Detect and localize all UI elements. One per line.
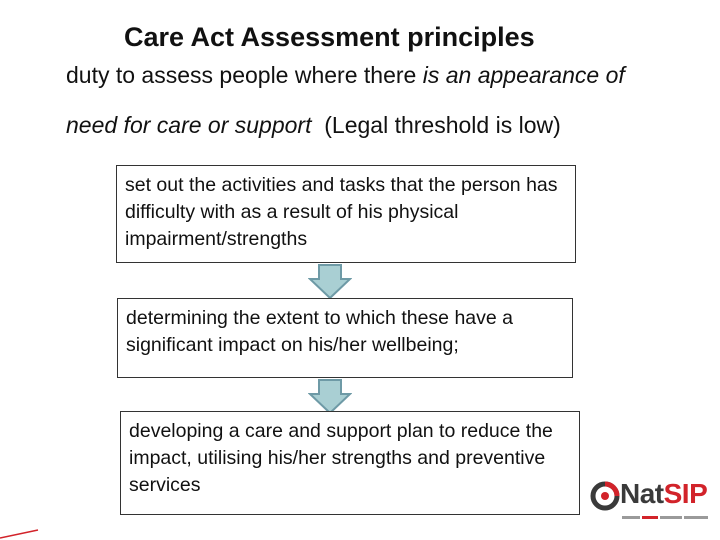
logo-tagline-graphic	[622, 514, 708, 521]
natsip-logo	[590, 478, 712, 528]
flow-step-box-2: determining the extent to which these have a significant impact on his/her wellbeing;	[117, 298, 573, 378]
natsip-ring-icon	[590, 481, 620, 511]
slide-title: Care Act Assessment principles	[124, 22, 535, 52]
logo-wordmark	[620, 478, 707, 510]
intro-line-2-italic: need for care or support	[66, 112, 312, 138]
intro-line-2	[66, 112, 561, 139]
flow-step-box-3: developing a care and support plan to reduce the impact, utilising his/her strengths and preventive services	[120, 411, 580, 515]
flow-step-box-1: set out the activities and tasks that the person has difficulty with as a result of his physical impairment/strengths	[116, 165, 576, 263]
intro-line-2-normal: (Legal threshold is low)	[311, 112, 561, 138]
logo-wordmark-nat: Nat	[620, 478, 664, 509]
corner-accent-line	[0, 528, 40, 540]
down-arrow-icon	[308, 264, 352, 300]
intro-line-1-normal: duty to assess people where there	[66, 62, 423, 88]
intro-line-1	[66, 62, 625, 89]
intro-line-1-italic: is an appearance of	[422, 62, 625, 88]
logo-wordmark-sip: SIP	[663, 478, 708, 509]
down-arrow-icon	[308, 379, 352, 415]
